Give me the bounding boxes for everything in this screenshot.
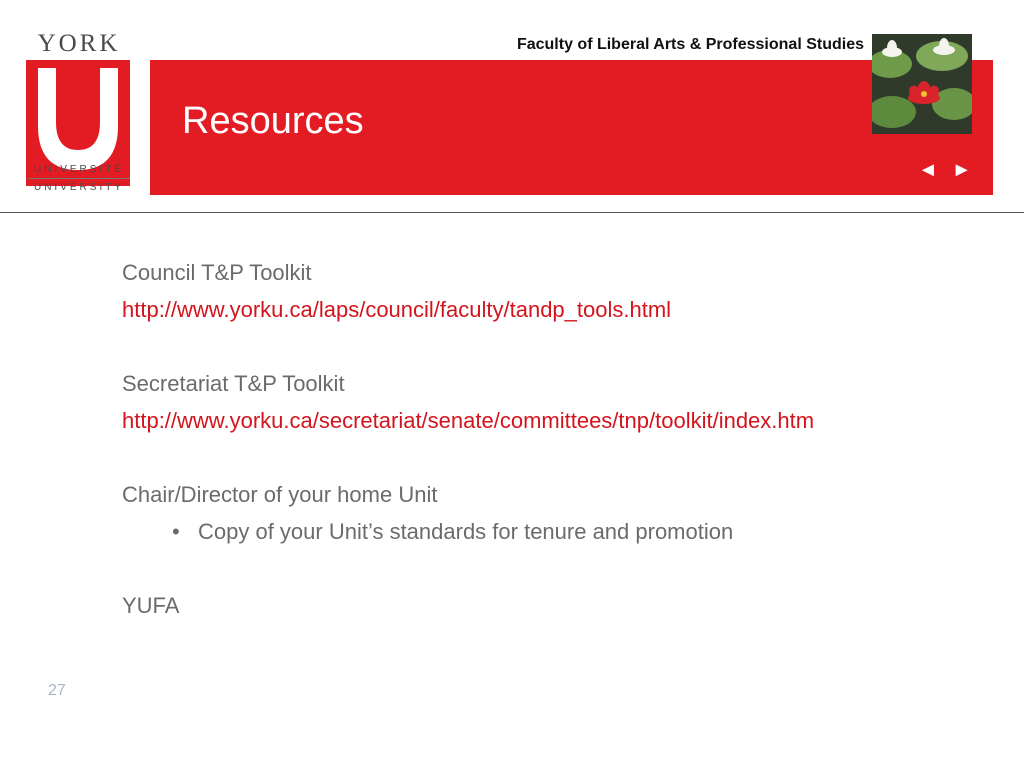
previous-slide-icon[interactable]: ◄ [918, 159, 938, 181]
resource-link[interactable]: http://www.yorku.ca/secretariat/senate/committees/tnp/toolkit/index.htm [122, 408, 815, 433]
resource-link[interactable]: http://www.yorku.ca/laps/council/faculty/tandp_tools.html [122, 297, 672, 322]
resource-heading: Chair/Director of your home Unit [122, 482, 438, 507]
water-lily-photo [872, 34, 972, 134]
resources-list [122, 254, 1002, 624]
header-divider [0, 212, 1024, 213]
logo-university-text: UNIVERSITY [33, 182, 124, 193]
bullet-item [122, 513, 1002, 550]
bullet-text: Copy of your Unit’s standards for tenure and promotion [198, 519, 734, 544]
resource-heading: YUFA [122, 593, 180, 618]
page-number: 27 [48, 682, 66, 699]
logo-york-text: YORK [37, 30, 121, 57]
faculty-name: Faculty of Liberal Arts & Professional Studies [516, 36, 864, 53]
slide-title: Resources [182, 100, 364, 142]
york-university-logo [24, 30, 134, 202]
logo-divider [28, 178, 130, 179]
slide-navigation [918, 158, 972, 182]
logo-universite-text: UNIVERSITÉ [33, 164, 124, 175]
resource-heading: Secretariat T&P Toolkit [122, 371, 345, 396]
next-slide-icon[interactable]: ► [951, 159, 972, 181]
resource-heading: Council T&P Toolkit [122, 260, 312, 285]
